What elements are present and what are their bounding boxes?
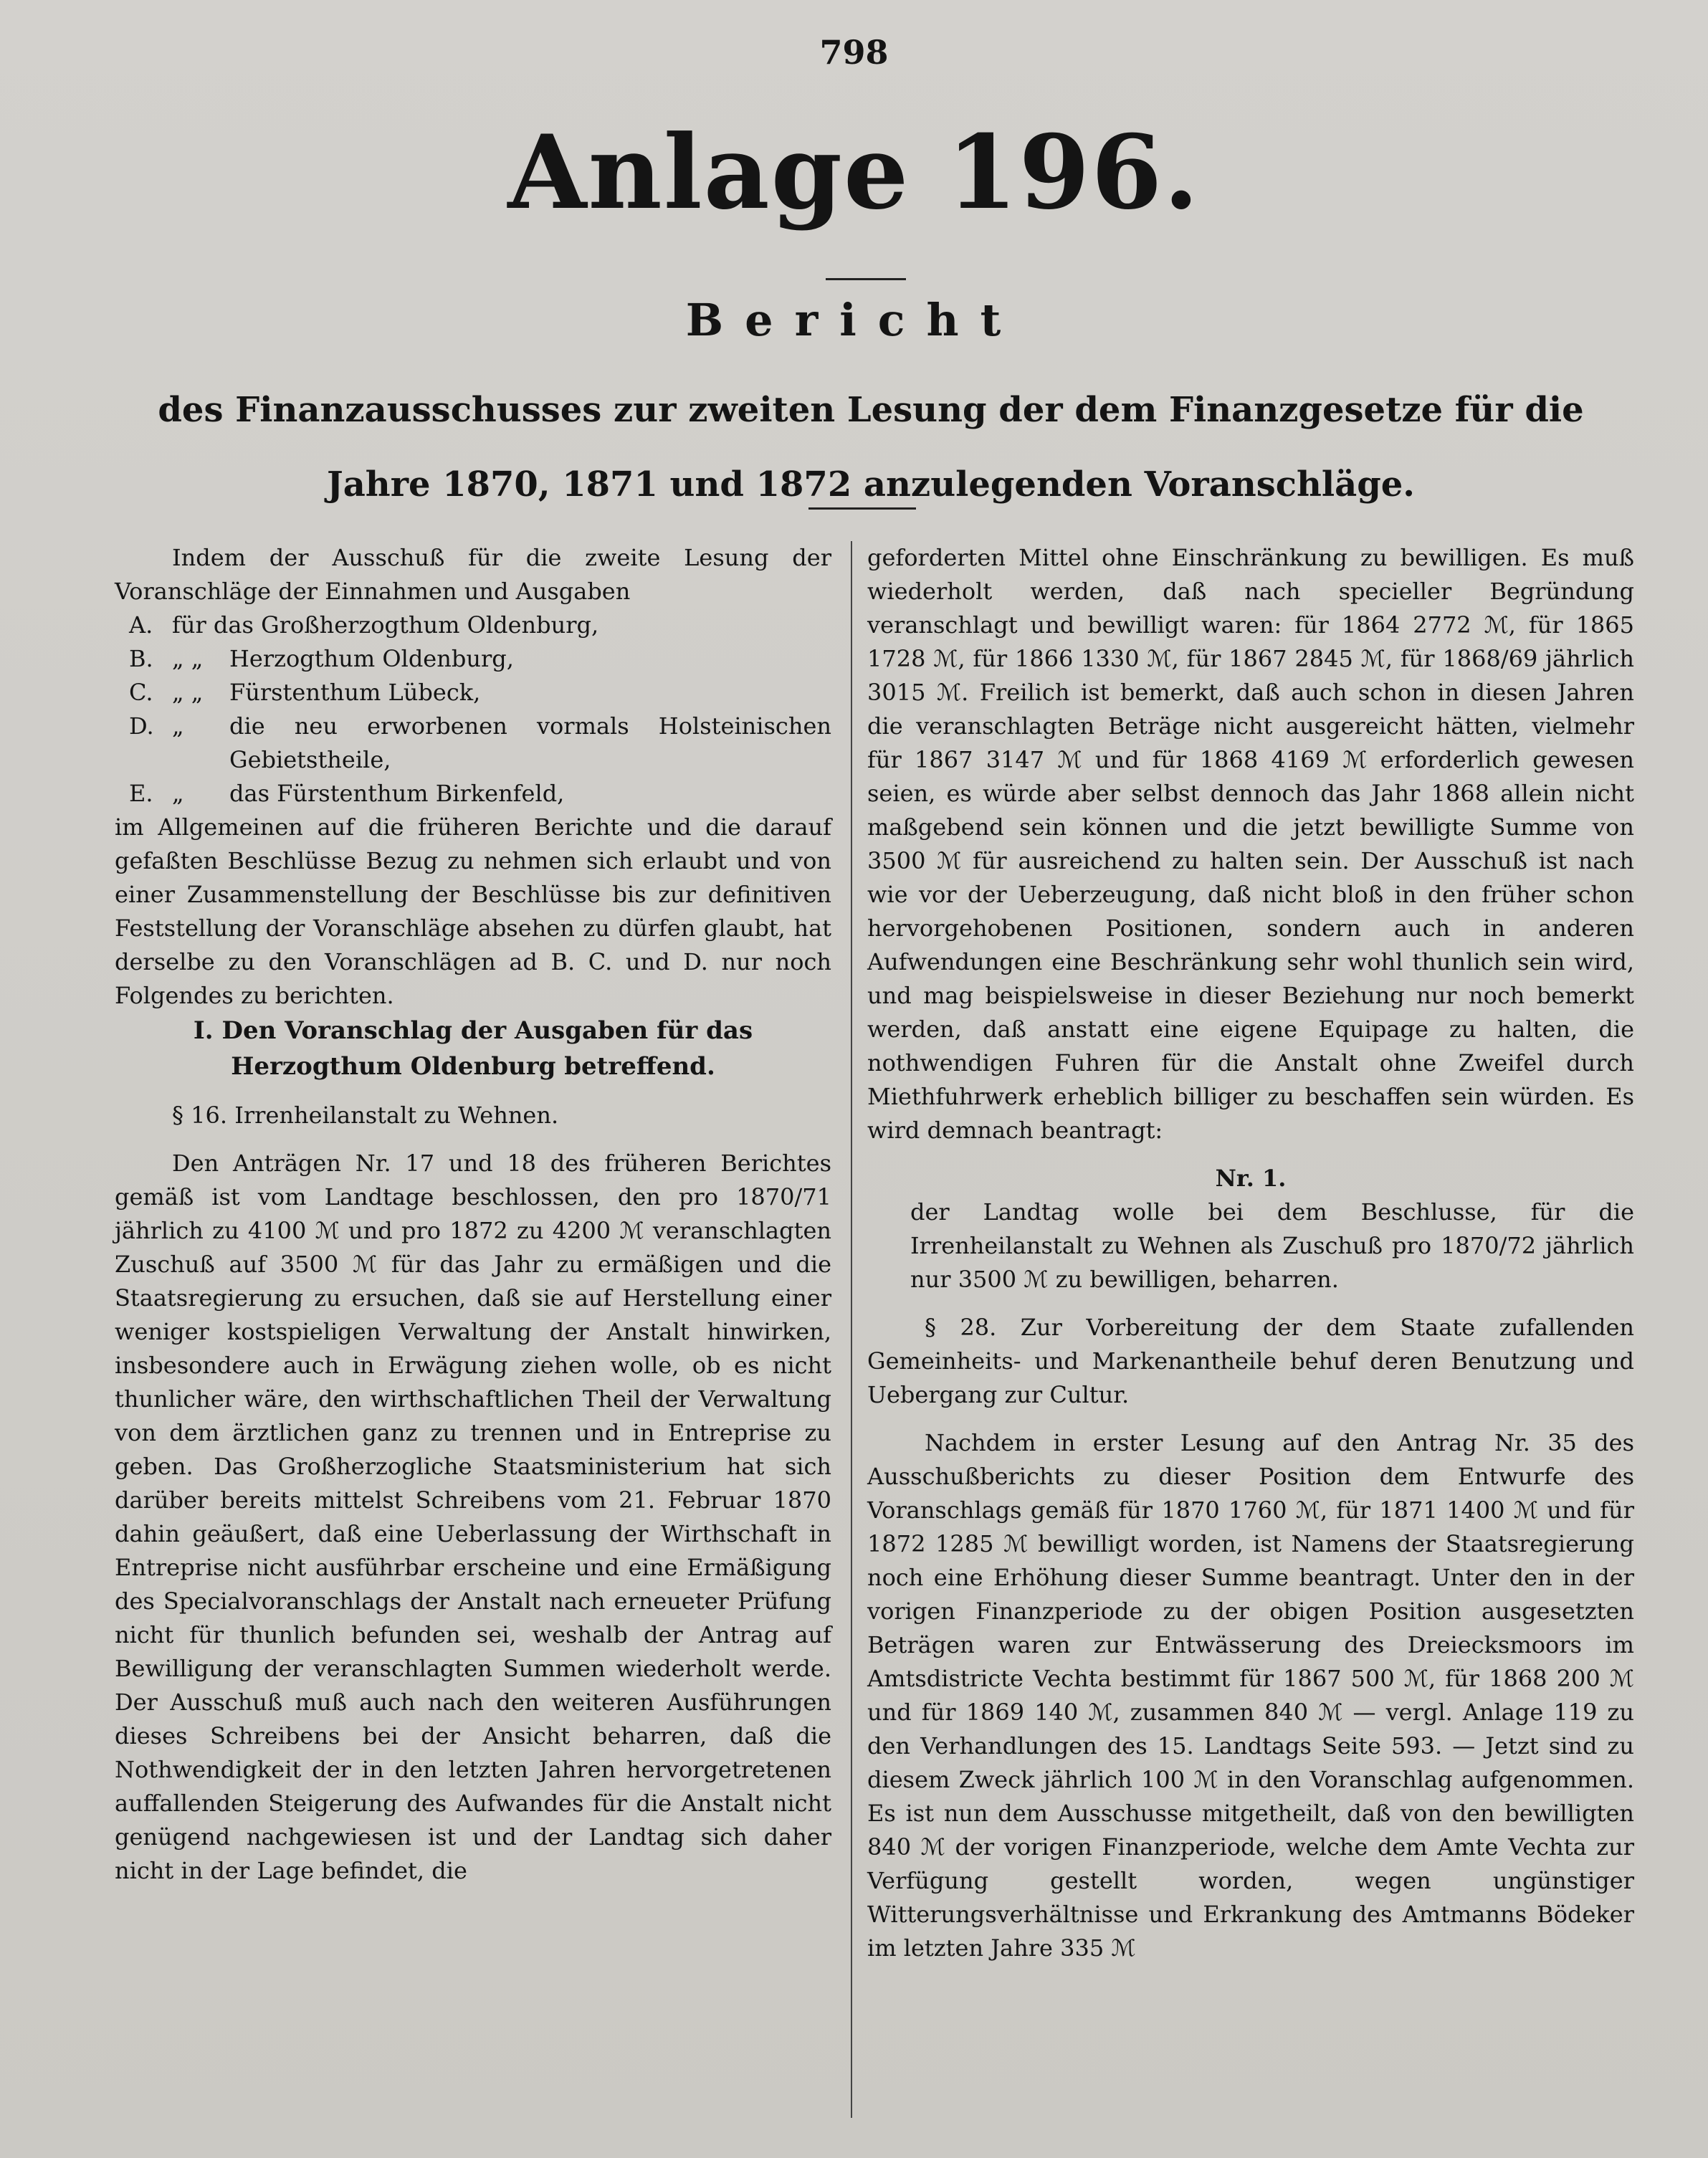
list-letter: B.: [129, 645, 153, 672]
intro-continuation: im Allgemeinen auf die früheren Berichte und die darauf gefaßten Beschlüsse Bezug zu nehmen sich erlaubt und von einer Zusammenstellung der Beschlüsse bis zur definitiven Feststellung der Voranschläge absehen zu dürfen glaubt, hat derselbe zu den Voranschlägen ad B. C. und D. nur noch Folgendes zu berichten.: [115, 813, 831, 1009]
subtitle-rule: [808, 507, 916, 510]
report-subtitle: des Finanzausschusses zur zweiten Lesung der dem Finanzgesetze für die Jahre 1870, 1871 und 1872 anzulegenden Voranschläge.: [158, 390, 1584, 505]
list-letter: A.: [129, 611, 153, 639]
list-text: für das Großherzogthum Oldenburg,: [172, 611, 599, 639]
page-number: 798: [819, 33, 889, 72]
ditto-mark: „ „: [172, 679, 204, 706]
right-continuation: geforderten Mittel ohne Einschränkung zu bewilligen. Es muß wiederholt werden, daß nach specieller Begründung veranschlagt und bewilligt waren: für 1864 2772 ℳ, für 1865 1728 ℳ, für 1866 1330 ℳ, für 1867 2845 ℳ, für 1868/69 jährlich 3015 ℳ. Freilich ist bemerkt, daß auch schon in diesen Jahren die veranschlagten Beträge nicht ausgereicht hätten, vielmehr für 1867 3147 ℳ und für 1868 4169 ℳ erforderlich gewesen seien, es würde aber selbst dennoch das Jahr 1868 allein nicht maßgebend sein können und die jetzt bewilligte Summe von 3500 ℳ für ausreichend zu halten sein. Der Ausschuß ist nach wie vor der Ueberzeugung, daß nicht bloß in den früher schon hervorgehobenen Positionen, sondern auch in anderen Aufwendungen eine Beschränkung sehr wohl thunlich sein wird, und mag beispielsweise in dieser Beziehung nur noch bemerkt werden, daß anstatt eine eigene Equipage zu halten, die nothwendigen Fuhren für die Anstalt ohne Zweifel durch Miethfuhrwerk erheblich billiger zu beschaffen sein würden. Es wird demnach beantragt:: [867, 544, 1634, 1144]
paragraph-28-title: § 28. Zur Vorbereitung der dem Staate zufallenden Gemeinheits- und Markenantheile behuf deren Benutzung und Uebergang zur Cultur.: [867, 1314, 1634, 1408]
ditto-mark: „ „: [172, 645, 204, 672]
title-rule: [826, 278, 906, 280]
intro-paragraph: Indem der Ausschuß für die zweite Lesung der Voranschläge der Einnahmen und Ausgaben: [115, 544, 831, 605]
list-letter: C.: [129, 679, 153, 706]
list-item: [115, 777, 831, 811]
list-letter: D.: [129, 712, 154, 740]
paragraph-28-text: Nachdem in erster Lesung auf den Antrag Nr. 35 des Ausschußberichts zu dieser Position dem Entwurfe des Voranschlags gemäß für 1870 1760 ℳ, für 1871 1400 ℳ und für 1872 1285 ℳ bewilligt worden, ist Namens der Staatsregierung noch eine Erhöhung dieser Summe beantragt. Unter den in der vorigen Finanzperiode zu der obigen Position ausgesetzten Beträgen waren zur Entwässerung des Dreiecksmoors im Amtsdistricte Vechta bestimmt für 1867 500 ℳ, für 1868 200 ℳ und für 1869 140 ℳ, zusammen 840 ℳ — vergl. Anlage 119 zu den Verhandlungen des 15. Landtags Seite 593. — Jetzt sind zu diesem Zweck jährlich 100 ℳ in den Voranschlag aufgenommen. Es ist nun dem Ausschusse mitgetheilt, daß von den bewilligten 840 ℳ der vorigen Finanzperiode, welche dem Amte Vechta zur Verfügung gestellt worden, wegen ungünstiger Witterungsverhältnisse und Erkrankung des Amtmanns Bödeker im letzten Jahre 335 ℳ: [867, 1429, 1634, 1962]
territory-list: [115, 608, 831, 811]
right-column: [867, 541, 1634, 1965]
ditto-mark: „: [172, 712, 184, 740]
list-item: [115, 642, 831, 676]
page-title: Anlage 196.: [507, 113, 1201, 232]
ditto-mark: „: [172, 780, 184, 807]
paragraph-16-title: § 16. Irrenheilanstalt zu Wehnen.: [172, 1102, 559, 1129]
motion-text: der Landtag wolle bei dem Beschlusse, für die Irrenheilanstalt zu Wehnen als Zuschuß pro 1870/72 jährlich nur 3500 ℳ zu bewilligen, beharren.: [910, 1198, 1634, 1293]
column-divider: [851, 541, 852, 2118]
list-text: Fürstenthum Lübeck,: [229, 679, 481, 706]
list-text: Herzogthum Oldenburg,: [229, 645, 514, 672]
section-heading: I. Den Voranschlag der Ausgaben für das Herzogthum Oldenburg betreffend.: [193, 1016, 753, 1081]
list-letter: E.: [129, 780, 153, 807]
list-item: [115, 710, 831, 777]
list-item: [115, 608, 831, 642]
list-text: das Fürstenthum Birkenfeld,: [229, 780, 565, 807]
report-label: Bericht: [685, 294, 1023, 346]
paragraph-16-text: Den Anträgen Nr. 17 und 18 des früheren Berichtes gemäß ist vom Landtage beschlossen, den pro 1870/71 jährlich zu 4100 ℳ und pro 1872 zu 4200 ℳ veranschlagten Zuschuß auf 3500 ℳ für das Jahr zu ermäßigen und die Staatsregierung zu ersuchen, daß sie auf Herstellung einer weniger kostspieligen Verwaltung der Anstalt hinwirken, insbesondere auch in Erwägung ziehen wolle, ob es nicht thunlicher wäre, den wirthschaftlichen Theil der Verwaltung von dem ärztlichen ganz zu trennen und in Entreprise zu geben. Das Großherzogliche Staatsministerium hat sich darüber bereits mittelst Schreibens vom 21. Februar 1870 dahin geäußert, daß eine Ueberlassung der Wirthschaft in Entreprise nicht ausführbar erscheine und eine Ermäßigung des Specialvoranschlags der Anstalt nach erneueter Prüfung nicht für thunlich befunden sei, weshalb der Antrag auf Bewilligung der veranschlagten Summen wiederholt werde. Der Ausschuß muß auch nach den weiteren Ausführungen dieses Schreibens bei der Ansicht beharren, daß die Nothwendigkeit der in den letzten Jahren hervorgetretenen auffallenden Steigerung des Aufwandes für die Anstalt nicht genügend nachgewiesen ist und der Landtag sich daher nicht in der Lage befindet, die: [115, 1150, 831, 1884]
left-column: [115, 541, 831, 1888]
list-item: [115, 676, 831, 710]
motion-number: Nr. 1.: [1215, 1165, 1287, 1192]
list-text: die neu erworbenen vormals Holsteinischen Gebietstheile,: [229, 712, 831, 773]
